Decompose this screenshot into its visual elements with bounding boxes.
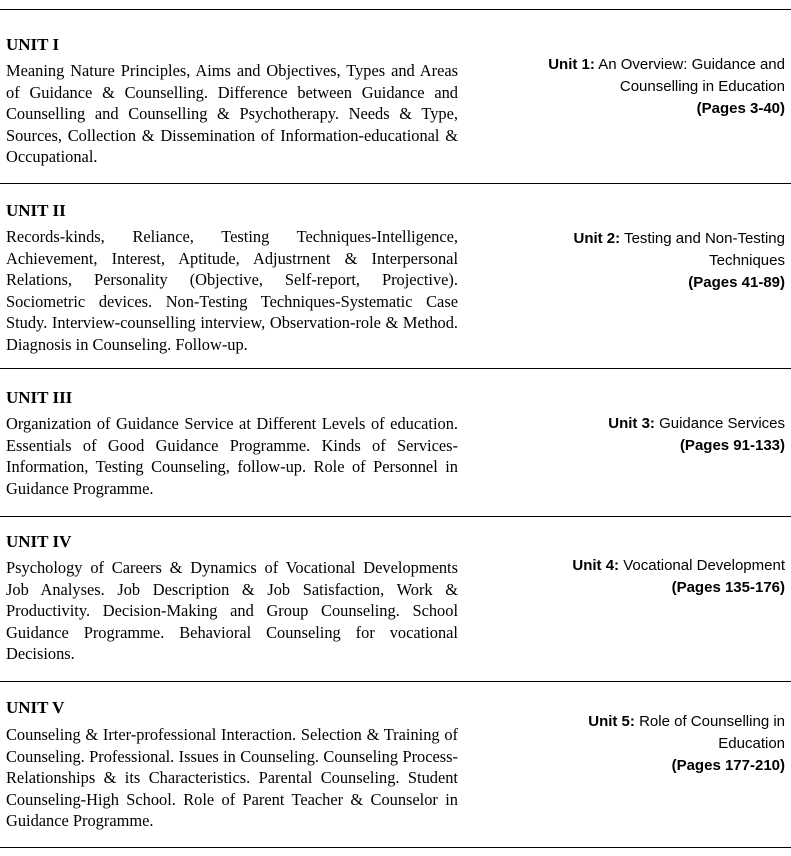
unit-ref-pages: (Pages 41-89) bbox=[688, 274, 785, 291]
divider-4 bbox=[0, 681, 791, 682]
unit-heading: UNIT V bbox=[6, 698, 65, 717]
divider-2 bbox=[0, 368, 791, 369]
unit-ref-label: Unit 4: bbox=[572, 557, 620, 574]
unit-heading: UNIT IV bbox=[6, 532, 72, 551]
unit-reference bbox=[505, 555, 785, 599]
unit-ref-label: Unit 1: bbox=[548, 56, 595, 73]
unit-heading: UNIT I bbox=[6, 35, 60, 54]
unit-ref-pages: (Pages 91-133) bbox=[679, 437, 785, 454]
unit-ref-title: Vocational Development bbox=[623, 557, 785, 574]
unit-ref-label: Unit 3: bbox=[608, 415, 655, 432]
unit-ref-pages: (Pages 135-176) bbox=[671, 579, 785, 596]
unit-syllabus-text: Records-kinds, Reliance, Testing Techniques-Intelligence, Achievement, Interest, Aptitude, Adjustrnent & Interpersonal Relations, Personality (Objective, Self-report, Projective). Sociometric devices. Non-Testing Techniques-Systematic Case Study. Interview-counselling interview, Observation-role & Method. Diagnosis in Counseling. Follow-up. bbox=[6, 227, 458, 354]
unit-syllabus-text: Organization of Guidance Service at Different Levels of education. Essentials of Good Guidance Programme. Kinds of Services-Information, Testing Counseling, follow-up. Role of Personnel in Guidance Programme. bbox=[6, 414, 458, 498]
unit-ref-title: Testing and Non-Testing Techniques bbox=[624, 230, 785, 269]
unit-ref-pages: (Pages 3-40) bbox=[696, 100, 785, 117]
unit-syllabus-text: Psychology of Careers & Dynamics of Vocational Developments Job Analyses. Job Description & Job Satisfaction, Work & Productivity. Decision-Making and Group Counseling. School Guidance Programme. Behavioral Counseling for vocational Decisions. bbox=[6, 558, 458, 664]
unit-ref-label: Unit 2: bbox=[573, 230, 621, 247]
unit-reference bbox=[565, 711, 785, 777]
divider-bottom bbox=[0, 847, 791, 848]
unit-ref-title: An Overview: Guidance and Counselling in Education bbox=[598, 56, 785, 95]
unit-ref-label: Unit 5: bbox=[588, 713, 635, 730]
unit-heading: UNIT II bbox=[6, 201, 66, 220]
unit-ref-title: Guidance Services bbox=[659, 415, 785, 432]
unit-syllabus-text: Meaning Nature Principles, Aims and Objectives, Types and Areas of Guidance & Counselling. Difference between Guidance and Counselling and Counselling & Psychotherapy. Needs & Type, Sources, Collection & Dissemination of Information-educational & Occupational. bbox=[6, 61, 458, 167]
divider-1 bbox=[0, 183, 791, 184]
divider-3 bbox=[0, 516, 791, 517]
unit-syllabus-text: Counseling & Irter-professional Interaction. Selection & Training of Counseling. Professional. Issues in Counseling. Counseling Process-Relationships & its Characteristics. Parental Counseling. Student Counseling-High School. Role of Parent Teacher & Counselor in Guidance Programme. bbox=[6, 725, 458, 831]
divider-top bbox=[0, 9, 791, 10]
unit-ref-pages: (Pages 177-210) bbox=[671, 757, 785, 774]
unit-reference bbox=[505, 54, 785, 120]
unit-reference bbox=[545, 228, 785, 294]
unit-ref-title: Role of Counselling in Education bbox=[639, 713, 785, 752]
unit-reference bbox=[505, 413, 785, 457]
unit-heading: UNIT III bbox=[6, 388, 73, 407]
